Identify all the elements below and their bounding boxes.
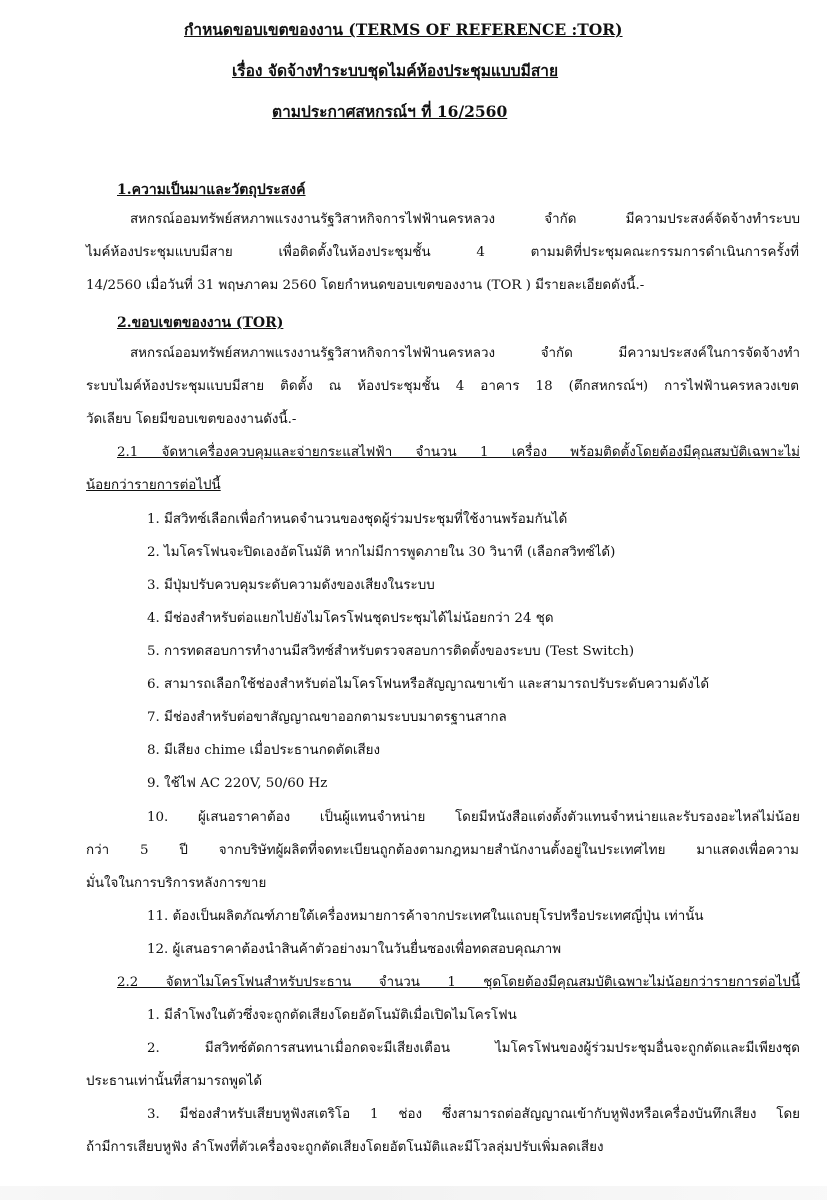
section-1-heading: 1.ความเป็นมาและวัตถุประสงค์ [117,182,306,198]
list-item: 4. มีช่องสำหรับต่อแยกไปยังไมโครโฟนชุดประชุมได้ไม่น้อยกว่า 24 ชุด [147,611,554,626]
list-item: 8. มีเสียง chime เมื่อประธานกดตัดเสียง [147,743,381,758]
list-item: 9. ใช้ไฟ AC 220V, 50/60 Hz [147,776,328,791]
list-item: 2. มีสวิทซ์ตัดการสนทนาเมื่อกดจะมีเสียงเตือน ไมโครโฟนของผู้ร่วมประชุมอื่นจะถูกตัดและมีเพียงชุด [147,1041,800,1056]
section-1-paragraph-line: 14/2560 เมื่อวันที่ 31 พฤษภาคม 2560 โดยกำหนดขอบเขตของงาน (TOR ) มีรายละเอียดดังนี้.- [86,278,645,293]
document-title: กำหนดขอบเขตของงาน (TERMS OF REFERENCE :TOR) [184,20,623,39]
document-announcement-ref: ตามประกาศสหกรณ์ฯ ที่ 16/2560 [272,102,508,121]
list-item-cont: กว่า 5 ปี จากบริษัทผู้ผลิตที่จดทะเบียนถูกต้องตามกฎหมายสำนักงานตั้งอยู่ในประเทศไทย มาแสดงเพื่อความ [86,843,799,858]
section-1-paragraph-line: สหกรณ์ออมทรัพย์สหภาพแรงงานรัฐวิสาหกิจการไฟฟ้านครหลวง จำกัด มีความประสงค์จัดจ้างทำระบบ [130,212,800,227]
list-item: 1. มีลำโพงในตัวซึ่งจะถูกตัดเสียงโดยอัตโนมัติเมื่อเปิดไมโครโฟน [147,1008,517,1023]
list-item: 11. ต้องเป็นผลิตภัณฑ์ภายใต้เครื่องหมายการค้าจากประเทศในแถบยุโรปหรือประเทศญี่ปุ่น เท่านั้น [147,909,704,924]
list-item-cont: ประธานเท่านั้นที่สามารถพูดได้ [86,1074,263,1089]
list-item-cont: มั่นใจในการบริการหลังการขาย [86,876,267,891]
list-item: 3. มีปุ่มปรับควบคุมระดับความดังของเสียงในระบบ [147,578,435,593]
list-item: 3. มีช่องสำหรับเสียบหูฟังสเตริโอ 1 ช่อง ซึ่งสามารถต่อสัญญาณเข้ากับหูฟังหรือเครื่องบันทึกเสียง โดย [147,1107,800,1122]
section-2-paragraph-line: สหกรณ์ออมทรัพย์สหภาพแรงงานรัฐวิสาหกิจการไฟฟ้านครหลวง จำกัด มีความประสงค์ในการจัดจ้างทำ [130,346,800,361]
list-item: 7. มีช่องสำหรับต่อขาสัญญาณขาออกตามระบบมาตรฐานสากล [147,710,507,725]
section-2-paragraph-line: วัดเลียบ โดยมีขอบเขตของงานดังนี้.- [86,412,297,427]
scan-footer-artifact [0,1186,827,1200]
list-item: 12. ผู้เสนอราคาต้องนำสินค้าตัวอย่างมาในวันยื่นซองเพื่อทดสอบคุณภาพ [147,942,562,957]
list-item: 2. ไมโครโฟนจะปิดเองอัตโนมัติ หากไม่มีการพูดภายใน 30 วินาที (เลือกสวิทซ์ได้) [147,545,616,560]
document-subject: เรื่อง จัดจ้างทำระบบชุดไมค์ห้องประชุมแบบมีสาย [232,61,559,80]
list-item: 10. ผู้เสนอราคาต้อง เป็นผู้แทนจำหน่าย โดยมีหนังสือแต่งตั้งตัวแทนจำหน่ายและรับรองอะไหล่ไม่น้อย [147,810,800,825]
list-item-cont: ถ้ามีการเสียบหูฟัง ลำโพงที่ตัวเครื่องจะถูกตัดเสียงโดยอัตโนมัติและมีโวลลุ่มปรับเพิ่มลดเสียง [86,1140,604,1155]
list-item: 1. มีสวิทซ์เลือกเพื่อกำหนดจำนวนของชุดผู้ร่วมประชุมที่ใช้งานพร้อมกันได้ [147,512,568,527]
subsection-2-2-heading: 2.2 จัดหาไมโครโฟนสำหรับประธาน จำนวน 1 ชุดโดยต้องมีคุณสมบัติเฉพาะไม่น้อยกว่ารายการต่อไปนี้ [117,975,800,990]
section-1-paragraph-line: ไมค์ห้องประชุมแบบมีสาย เพื่อติดตั้งในห้องประชุมชั้น 4 ตามมติที่ประชุมคณะกรรมการดำเนินการครั้งที่ [86,245,799,260]
section-2-paragraph-line: ระบบไมค์ห้องประชุมแบบมีสาย ติดตั้ง ณ ห้องประชุมชั้น 4 อาคาร 18 (ตึกสหกรณ์ฯ) การไฟฟ้านครหลวงเขต [86,379,799,394]
subsection-2-1-heading-cont: น้อยกว่ารายการต่อไปนี้ [86,478,221,493]
list-item: 6. สามารถเลือกใช้ช่องสำหรับต่อไมโครโฟนหรือสัญญาณขาเข้า และสามารถปรับระดับความดังได้ [147,677,710,692]
section-2-heading: 2.ขอบเขตของงาน (TOR) [117,315,284,331]
list-item: 5. การทดสอบการทำงานมีสวิทซ์สำหรับตรวจสอบการติดตั้งของระบบ (Test Switch) [147,644,635,659]
subsection-2-1-heading: 2.1 จัดหาเครื่องควบคุมและจ่ายกระแสไฟฟ้า จำนวน 1 เครื่อง พร้อมติดตั้งโดยต้องมีคุณสมบัติเฉพาะไม่ [117,445,800,460]
